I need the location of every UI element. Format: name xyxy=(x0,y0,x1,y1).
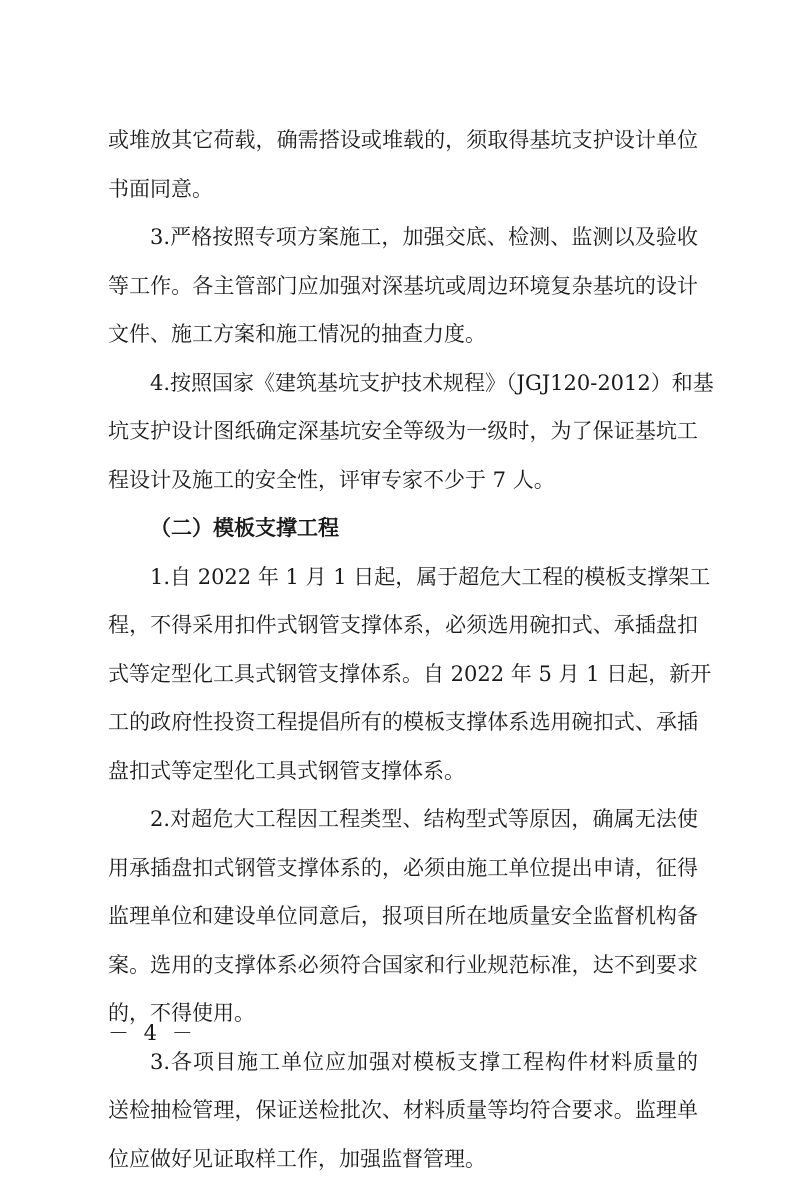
paragraph-line: 等工作。各主管部门应加强对深基坑或周边环境复杂基坑的设计 xyxy=(108,262,698,311)
paragraph-line: 坑支护设计图纸确定深基坑安全等级为一级时，为了保证基坑工 xyxy=(108,407,698,456)
paragraph-line: 或堆放其它荷载，确需搭设或堆载的，须取得基坑支护设计单位 xyxy=(108,116,698,165)
section-heading: （二）模板支撑工程 xyxy=(108,504,698,553)
paragraph-line: 监理单位和建设单位同意后，报项目所在地质量安全监督机构备 xyxy=(108,892,698,941)
paragraph-line: 送检抽检管理，保证送检批次、材料质量等均符合要求。监理单 xyxy=(108,1086,698,1135)
paragraph-line: 用承插盘扣式钢管支撑体系的，必须由施工单位提出申请，征得 xyxy=(108,844,698,893)
paragraph-line: 式等定型化工具式钢管支撑体系。自 2022 年 5 月 1 日起，新开 xyxy=(108,650,698,699)
page-number: － 4 － xyxy=(108,1018,197,1048)
paragraph-line: 程，不得采用扣件式钢管支撑体系，必须选用碗扣式、承插盘扣 xyxy=(108,601,698,650)
paragraph-line: 案。选用的支撑体系必须符合国家和行业规范标准，达不到要求 xyxy=(108,941,698,990)
paragraph-line: 3.各项目施工单位应加强对模板支撑工程构件材料质量的 xyxy=(108,1038,698,1087)
paragraph-line: 位应做好见证取样工作，加强监督管理。 xyxy=(108,1135,698,1183)
paragraph-line: 文件、施工方案和施工情况的抽查力度。 xyxy=(108,310,698,359)
paragraph-line: 的，不得使用。 xyxy=(108,989,698,1038)
paragraph-line: 4.按照国家《建筑基坑支护技术规程》（JGJ120-2012）和基 xyxy=(108,359,698,408)
paragraph-line: 2.对超危大工程因工程类型、结构型式等原因，确属无法使 xyxy=(108,795,698,844)
paragraph-line: 盘扣式等定型化工具式钢管支撑体系。 xyxy=(108,747,698,796)
paragraph-line: 工的政府性投资工程提倡所有的模板支撑体系选用碗扣式、承插 xyxy=(108,698,698,747)
paragraph-line: 程设计及施工的安全性，评审专家不少于 7 人。 xyxy=(108,456,698,505)
paragraph-line: 3.严格按照专项方案施工，加强交底、检测、监测以及验收 xyxy=(108,213,698,262)
paragraph-line: 书面同意。 xyxy=(108,165,698,214)
paragraph-line: 1.自 2022 年 1 月 1 日起，属于超危大工程的模板支撑架工 xyxy=(108,553,698,602)
